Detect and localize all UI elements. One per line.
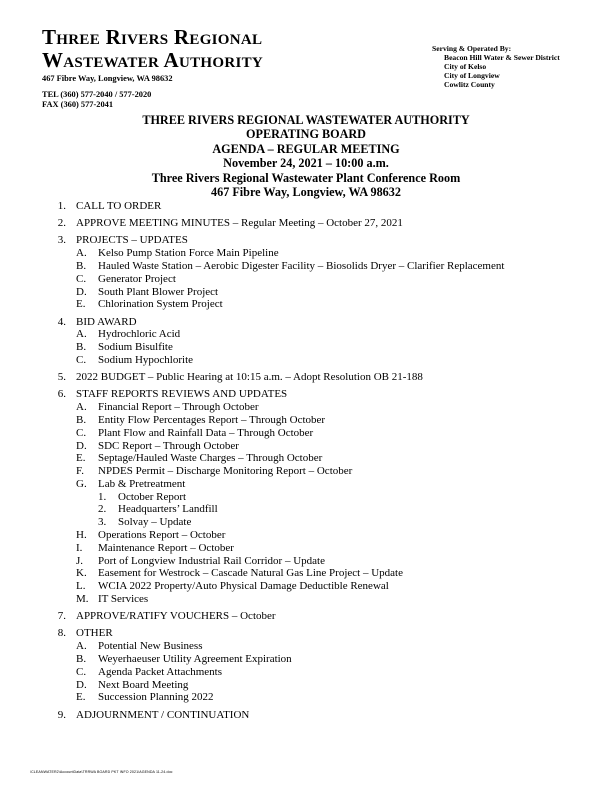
agenda-subitem-letter: I. [76,541,83,554]
agenda-subitem [52,452,592,465]
agenda-subitem [52,247,592,260]
agenda-subitem [52,354,592,367]
agenda-subitem [52,640,592,653]
agenda-subitem-text: Plant Flow and Rainfall Data – Through October [98,426,314,439]
agenda-subitem-text: Generator Project [98,272,176,285]
agenda-subitem-letter: D. [76,678,87,691]
agenda-item-number: 6. [57,388,66,401]
agenda-subitem-letter: D. [76,439,87,452]
agenda-subitem-text: SDC Report – Through October [98,439,239,452]
agenda-subitem-text: Agenda Packet Attachments [98,665,223,678]
meeting-date: November 24, 2021 – 10:00 a.m. [223,156,389,171]
agenda-section [52,234,592,311]
agenda-section [52,709,592,722]
agenda-subitem-letter: F. [76,465,84,478]
serving-entity: City of Longview [444,71,500,80]
address: 467 Fibre Way, Longview, WA 98632 [42,74,173,83]
serving-entities [432,44,560,89]
agenda-subitem-text: Chlorination System Project [98,298,223,311]
agenda-section [52,388,592,606]
agenda-item-number: 2. [57,217,66,230]
agenda-subitem [52,465,592,478]
agenda-item-number: 7. [57,610,66,623]
agenda-item-heading [52,610,592,623]
agenda-subitem-text: Sodium Hypochlorite [98,353,194,366]
organization-name [42,26,263,72]
meeting-location: Three Rivers Regional Wastewater Plant Conference Room [151,170,461,185]
agenda-subitem-text: Hauled Waste Station – Aerobic Digester Facility – Biosolids Dryer – Clarifier Replacement [98,259,505,272]
telephone: TEL (360) 577-2040 / 577-2020 [42,89,152,99]
agenda-subitem [52,567,592,580]
agenda-item-title: APPROVE MEETING MINUTES – Regular Meeting – October 27, 2021 [76,217,403,230]
agenda-item-heading [52,200,592,213]
agenda-subitem [52,260,592,273]
agenda-item-number: 9. [57,708,66,721]
serving-entity: Beacon Hill Water & Sewer District [444,53,560,62]
agenda-subitem-letter: J. [76,554,84,567]
agenda-subitem-text: Port of Longview Industrial Rail Corridor – Update [98,554,325,567]
agenda-subitem [52,666,592,679]
agenda-subitem [52,341,592,354]
agenda-subitem-letter: B. [76,259,87,272]
agenda-subitem-text: Easement for Westrock – Cascade Natural Gas Line Project – Update [98,567,403,580]
agenda-subitem-text: Succession Planning 2022 [98,691,214,704]
agenda-item-title: PROJECTS – UPDATES [76,234,188,247]
agenda-subitem [52,414,592,427]
agenda-subitem-letter: C. [76,426,87,439]
agenda-item-heading [52,316,592,329]
agenda-subsubitem-number: 1. [98,490,107,503]
agenda-item-heading [52,371,592,384]
agenda-subitem-text: Next Board Meeting [98,678,189,691]
agenda-subitem [52,653,592,666]
agenda-subsubitem-number: 2. [98,503,107,516]
agenda-subitem-letter: C. [76,665,87,678]
agenda-subitem-letter: G. [76,477,87,490]
organization-name-line-2: Wastewater Authority [42,48,264,72]
agenda-subitem [52,691,592,704]
agenda-subitem [52,440,592,453]
agenda-subitem-text: Weyerhaeuser Utility Agreement Expiration [98,653,292,666]
agenda-item-title: STAFF REPORTS REVIEWS AND UPDATES [76,388,288,401]
agenda-subitem-letter: M. [76,593,89,606]
agenda-item-heading [52,234,592,247]
agenda-subsubitem-text: October Report [118,490,187,503]
agenda-item-title: CALL TO ORDER [76,200,162,212]
agenda-subitem-letter: A. [76,247,87,260]
organization-name-line-1: Three Rivers Regional [42,25,263,49]
agenda-subsubitem-text: Headquarters’ Landfill [118,503,218,516]
agenda-subitem-letter: C. [76,353,87,366]
agenda-subitem [52,298,592,311]
agenda-subitem [52,679,592,692]
agenda-subitem-text: Potential New Business [98,640,203,653]
agenda-subitem-letter: K. [76,567,87,580]
agenda-subsubitem-number: 3. [98,516,107,529]
agenda-subitem-text: NPDES Permit – Discharge Monitoring Report – October [98,465,353,478]
agenda-section [52,316,592,367]
agenda-subsubitem [52,503,592,516]
agenda-subitem-letter: L. [76,580,86,593]
agenda-subitem-text: Septage/Hauled Waste Charges – Through October [98,452,323,465]
agenda-subitem [52,286,592,299]
serving-title: Serving & Operated By: [432,44,512,53]
agenda-subitem-letter: H. [76,529,87,542]
agenda-subitem [52,478,592,491]
board-title: OPERATING BOARD [246,127,366,142]
agenda-subitem-text: Sodium Bisulfite [98,341,173,354]
agenda-subitem [52,401,592,414]
agenda-subitem-text: Financial Report – Through October [98,401,259,414]
agenda-subitem-letter: E. [76,691,86,704]
agenda-subitem-letter: E. [76,452,86,465]
agenda-subitem [52,273,592,286]
agenda-item-number: 4. [57,315,66,328]
agenda-subitem-text: WCIA 2022 Property/Auto Physical Damage Deductible Renewal [98,580,389,593]
agenda-subitem [52,555,592,568]
agenda-item-title: APPROVE/RATIFY VOUCHERS – October [76,610,276,623]
agenda-subitem-text: South Plant Blower Project [98,285,219,298]
agenda-subitem [52,328,592,341]
contact-info [42,74,173,111]
agenda-item-heading [52,627,592,640]
agenda-item-number: 3. [57,234,66,247]
agenda-subitem-text: IT Services [98,593,149,606]
agenda-subitem-text: Maintenance Report – October [98,541,234,554]
agenda-item-title: BID AWARD [76,315,137,328]
agenda-section [52,200,592,213]
agenda-subitem-text: Lab & Pretreatment [98,477,186,490]
agenda-section [52,627,592,704]
agenda-item-number: 1. [57,200,66,212]
agenda-subitem [52,593,592,606]
agenda-subitem-text: Kelso Pump Station Force Main Pipeline [98,247,279,260]
agenda-item-heading [52,709,592,722]
agenda-subitem-letter: A. [76,640,87,653]
serving-entity: City of Kelso [444,62,487,71]
agenda-subitem-letter: B. [76,653,87,666]
agenda-section [52,371,592,384]
agenda-item-number: 8. [57,627,66,640]
agenda-subsubitem-text: Solvay – Update [118,516,192,529]
agenda-item-heading [52,388,592,401]
agenda-subitem-letter: A. [76,328,87,341]
file-path-footer: \CLEANWATER2\AccountData\TRRWA BOARD PKT INFO 2021\AGENDA 11-24.doc [30,770,173,774]
agenda-item-heading [52,217,592,230]
meeting-address: 467 Fibre Way, Longview, WA 98632 [211,185,401,200]
agenda-subitem [52,427,592,440]
agenda-subitem-letter: B. [76,413,87,426]
agenda-section [52,610,592,623]
authority-title: THREE RIVERS REGIONAL WASTEWATER AUTHORITY [142,113,470,127]
agenda-subitem-letter: C. [76,272,87,285]
agenda-item-number: 5. [57,371,66,384]
agenda-type: AGENDA – REGULAR MEETING [212,141,400,156]
agenda-item-title: 2022 BUDGET – Public Hearing at 10:15 a.m. – Adopt Resolution OB 21-188 [76,371,423,384]
agenda-subitem-letter: E. [76,298,86,311]
agenda-subitem [52,580,592,593]
agenda-subitem-letter: D. [76,285,87,298]
agenda-subitem [52,542,592,555]
agenda-item-title: OTHER [76,627,113,640]
agenda-list [52,200,592,726]
serving-entity: Cowlitz County [444,80,495,89]
agenda-item-title: ADJOURNMENT / CONTINUATION [76,708,250,721]
agenda-title-block [0,113,612,199]
agenda-section [52,217,592,230]
agenda-subitem-text: Hydrochloric Acid [98,328,181,341]
serving-list [432,53,560,89]
agenda-subitem-letter: B. [76,341,87,354]
agenda-subitem-text: Operations Report – October [98,529,226,542]
agenda-subitem [52,529,592,542]
agenda-subitem-text: Entity Flow Percentages Report – Through October [98,413,326,426]
agenda-subsubitem [52,516,592,529]
fax: FAX (360) 577-2041 [42,100,114,109]
agenda-subitem-letter: A. [76,401,87,414]
agenda-subsubitem [52,491,592,504]
